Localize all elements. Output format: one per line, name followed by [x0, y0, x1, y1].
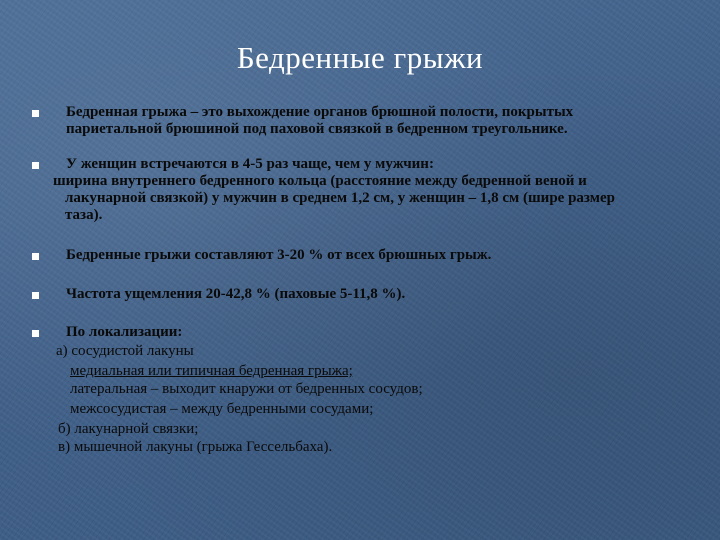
bullet-line: Бедренная грыжа – это выхождение органов брюшной полости, покрытых	[66, 104, 574, 120]
sub-line: межсосудистая – между бедренными сосудами;	[70, 401, 374, 417]
bullet-line: Бедренные грыжи составляют 3-20 % от всех брюшных грыж.	[66, 247, 492, 263]
sub-line: медиальная или типичная бедренная грыжа;	[70, 363, 353, 379]
square-bullet-icon	[32, 292, 39, 299]
bullet-line: таза).	[65, 207, 103, 223]
bullet-line: лакунарной связкой) у мужчин в среднем 1,2 см, у женщин – 1,8 см (шире размер	[65, 190, 615, 206]
square-bullet-icon	[32, 253, 39, 260]
square-bullet-icon	[32, 162, 39, 169]
slide-title: Бедренные грыжи	[236, 40, 484, 75]
bullet-line: Частота ущемления 20-42,8 % (паховые 5-11,8 %).	[66, 286, 406, 302]
bullet-line: париетальной брюшиной под паховой связкой в бедренном треугольнике.	[66, 121, 568, 137]
bullet-line: У женщин встречаются в 4-5 раз чаще, чем у мужчин:	[66, 156, 434, 172]
sub-line: б) лакунарной связки;	[58, 421, 199, 437]
square-bullet-icon	[32, 330, 39, 337]
bullet-line: По локализации:	[66, 324, 183, 340]
sub-line: а) сосудистой лакуны	[56, 343, 194, 359]
bullet-line: ширина внутреннего бедренного кольца (расстояние между бедренной веной и	[53, 173, 587, 189]
sub-line: латеральная – выходит кнаружи от бедренных сосудов;	[70, 381, 423, 397]
sub-line: в) мышечной лакуны (грыжа Гессельбаха).	[58, 439, 333, 455]
square-bullet-icon	[32, 110, 39, 117]
